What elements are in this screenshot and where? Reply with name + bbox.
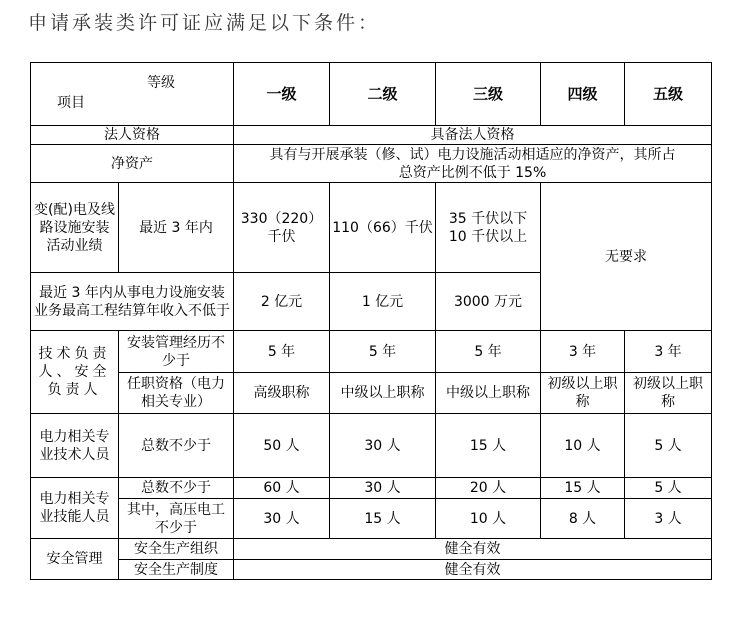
tech-lead-label: 技术负责人、安全负责人 [31,331,119,414]
professional-staff-level-1: 50 人 [234,414,330,478]
high-voltage-level-4: 8 人 [541,499,625,539]
performance-row [31,183,712,273]
high-voltage-level-1: 30 人 [234,499,330,539]
tech-title-level-3: 中级以上职称 [436,373,541,414]
level-header-2: 二级 [330,63,436,126]
high-voltage-label: 其中，高压电工不少于 [119,499,234,539]
tech-experience-level-4: 3 年 [541,331,625,373]
safety-management-label: 安全管理 [31,539,119,580]
tech-experience-row [31,331,712,373]
professional-staff-level-5: 5 人 [625,414,712,478]
net-assets-label: 净资产 [31,145,234,183]
revenue-level-2: 1 亿元 [330,273,436,331]
skilled-staff-label: 电力相关专业技能人员 [31,478,119,539]
safety-org-label: 安全生产组织 [119,539,234,560]
tech-title-level-5: 初级以上职称 [625,373,712,414]
level-header-3: 三级 [436,63,541,126]
net-assets-value-line-2: 总资产比例不低于 15% [398,164,547,181]
high-voltage-level-5: 3 人 [625,499,712,539]
header-corner-cell [31,63,234,126]
legal-status-value: 具备法人资格 [234,126,712,145]
professional-staff-level-3: 15 人 [436,414,541,478]
header-row [31,63,712,126]
tech-title-row [31,373,712,414]
level-header-5: 五级 [625,63,712,126]
skilled-total-level-3: 20 人 [436,478,541,499]
tech-experience-level-5: 3 年 [625,331,712,373]
safety-system-row [31,560,712,580]
safety-system-value: 健全有效 [234,560,712,580]
professional-staff-count-label: 总数不少于 [119,414,234,478]
header-item-label: 项目 [57,95,85,111]
safety-system-label: 安全生产制度 [119,560,234,580]
net-assets-row [31,145,712,183]
revenue-label: 最近 3 年内从事电力设施安装业务最高工程结算年收入不低于 [31,273,234,331]
tech-experience-level-1: 5 年 [234,331,330,373]
high-voltage-row [31,499,712,539]
level-header-1: 一级 [234,63,330,126]
tech-title-level-4: 初级以上职称 [541,373,625,414]
tech-experience-level-3: 5 年 [436,331,541,373]
professional-staff-level-2: 30 人 [330,414,436,478]
legal-status-row [31,126,712,145]
performance-level-3: 35 千伏以下 10 千伏以上 [436,183,541,273]
professional-staff-level-4: 10 人 [541,414,625,478]
professional-staff-label: 电力相关专业技术人员 [31,414,119,478]
tech-experience-label: 安装管理经历不少于 [119,331,234,373]
page-heading: 申请承装类许可证应满足以下条件： [28,12,381,34]
professional-staff-row [31,414,712,478]
safety-org-row [31,539,712,560]
net-assets-value-line-1: 具有与开展承装（修、试）电力设施活动相适应的净资产，其所占 [269,146,676,163]
skilled-total-row [31,478,712,499]
performance-sub-label: 最近 3 年内 [119,183,234,273]
performance-level-2: 110（66）千伏 [330,183,436,273]
skilled-total-level-4: 15 人 [541,478,625,499]
tech-experience-level-2: 5 年 [330,331,436,373]
high-voltage-level-2: 15 人 [330,499,436,539]
level-header-4: 四级 [541,63,625,126]
tech-title-level-2: 中级以上职称 [330,373,436,414]
safety-org-value: 健全有效 [234,539,712,560]
license-requirements-table [30,62,712,580]
tech-title-label: 任职资格（电力相关专业） [119,373,234,414]
skilled-total-level-5: 5 人 [625,478,712,499]
legal-status-label: 法人资格 [31,126,234,145]
revenue-level-1: 2 亿元 [234,273,330,331]
performance-level-1: 330（220）千伏 [234,183,330,273]
no-requirement-cell: 无要求 [541,183,712,331]
revenue-level-3: 3000 万元 [436,273,541,331]
header-grade-label: 等级 [147,75,175,91]
net-assets-value [234,145,712,183]
tech-title-level-1: 高级职称 [234,373,330,414]
high-voltage-level-3: 10 人 [436,499,541,539]
skilled-total-label: 总数不少于 [119,478,234,499]
performance-label: 变(配)电及线路设施安装活动业绩 [31,183,119,273]
skilled-total-level-1: 60 人 [234,478,330,499]
skilled-total-level-2: 30 人 [330,478,436,499]
